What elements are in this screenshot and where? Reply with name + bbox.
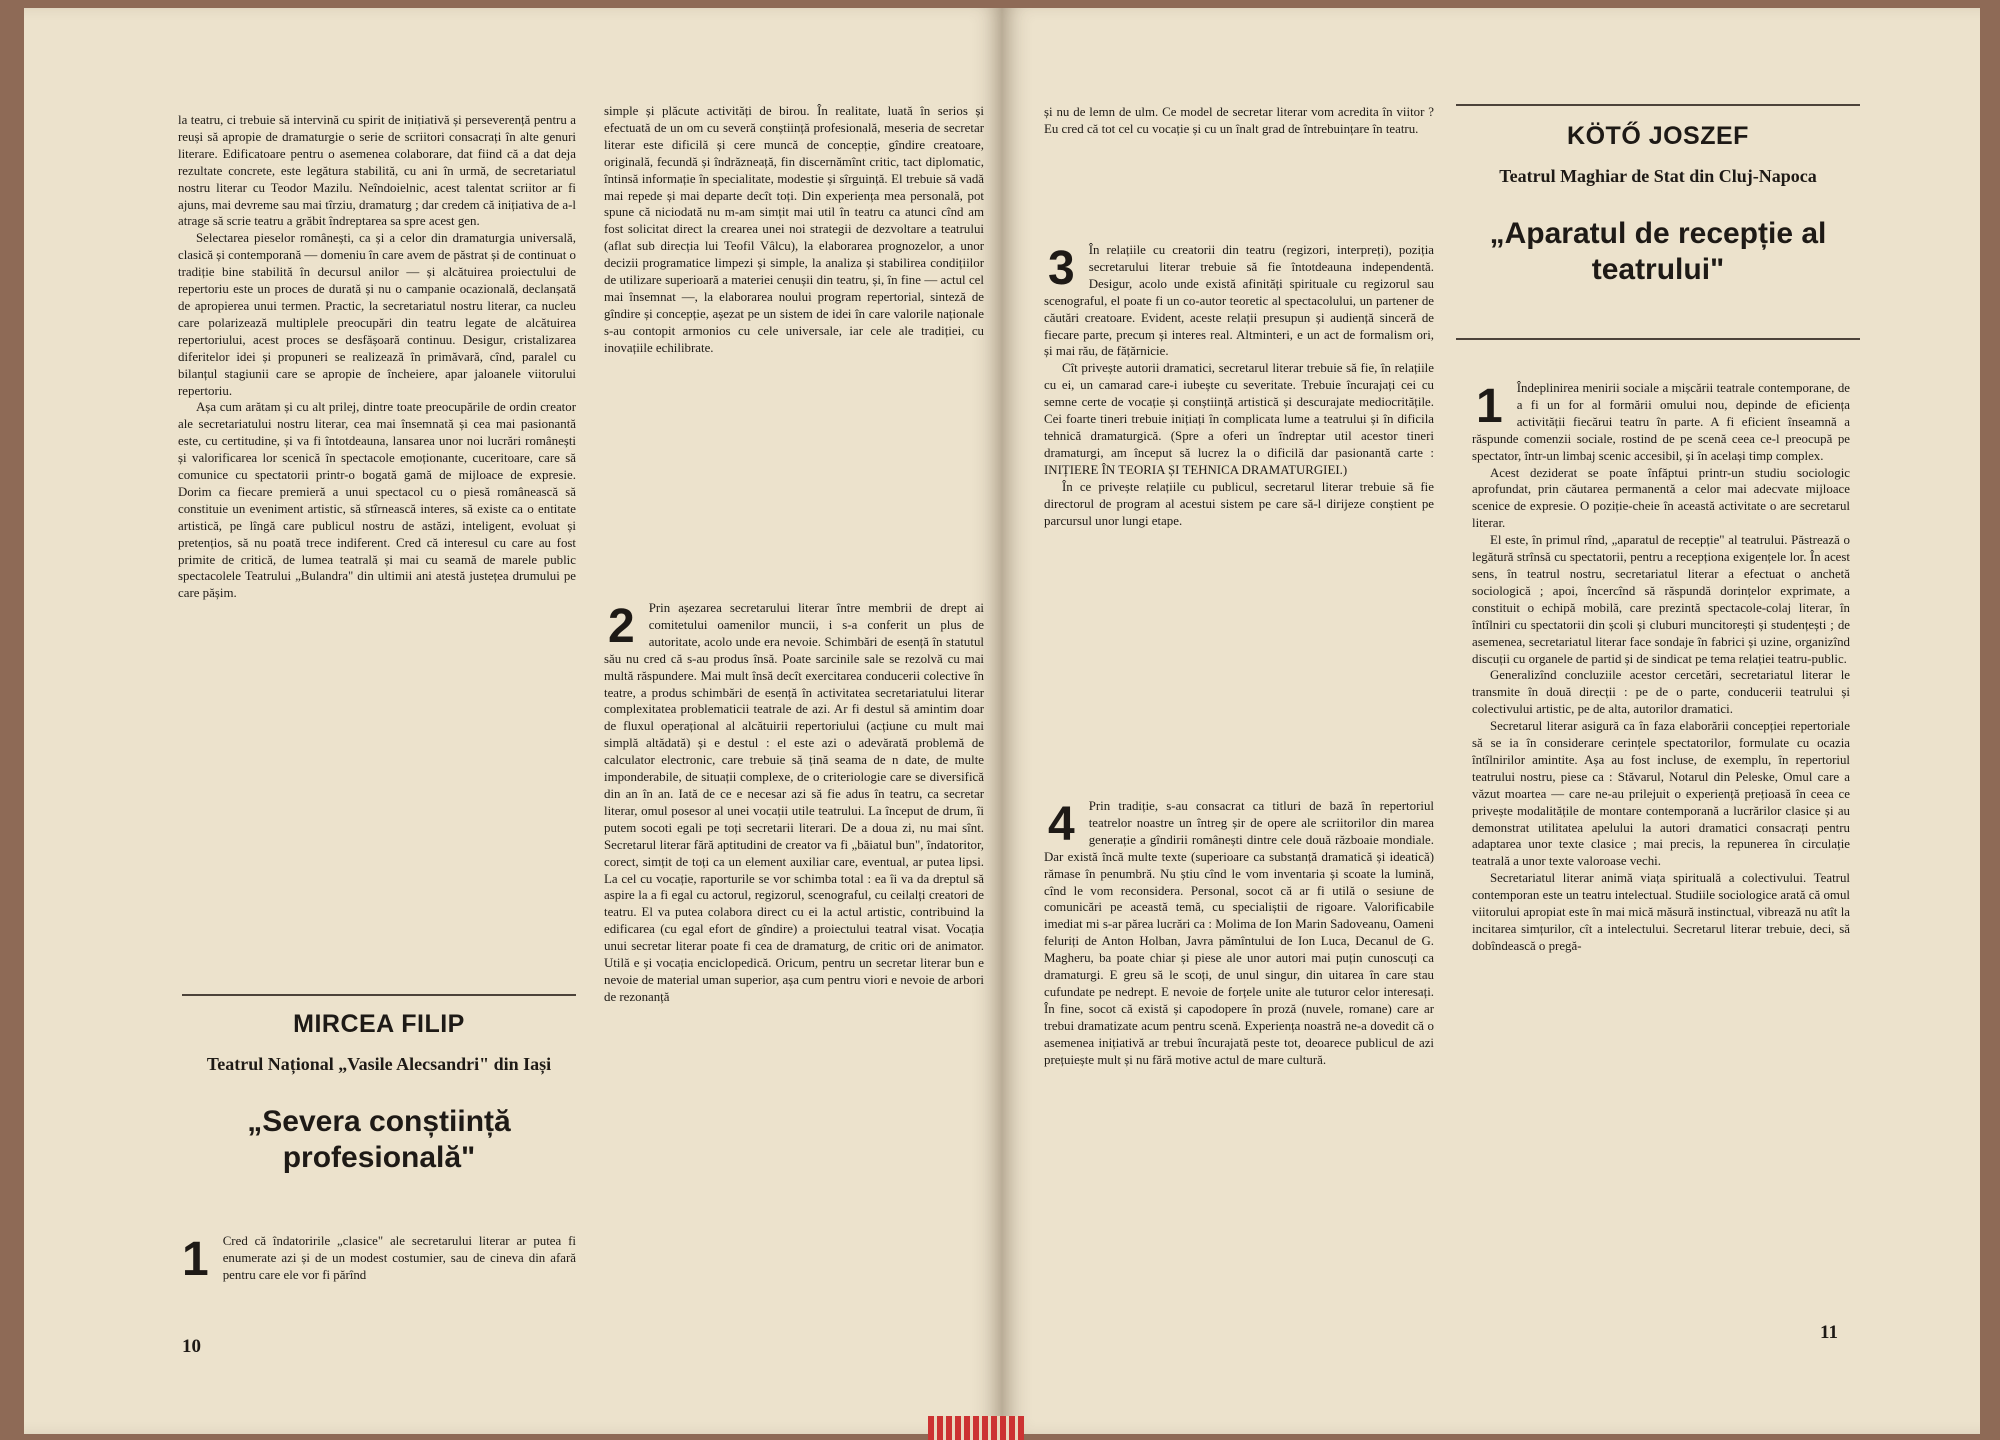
- theatre-name: Teatrul Național „Vasile Alecsandri" din Iași: [206, 1054, 552, 1074]
- paragraph: Așa cum arătam și cu alt prilej, dintre toate preocupările de ordin creator ale secretariatului nostru literar, cea mai însemnată și cea mai pasionantă este, cu certitudine, și va fi întotdeauna, lansarea unor noi lucrări românești și valorificarea lor scenică în spectacole emoționante, cuceritoare, care să comunice cu spectatorii printr-o bogată gamă de mijloace de expresie. Dorim ca fiecare premieră a unui spectacol cu o piesă românească să constituie un eveniment artistic, să stîrnească interes, să existe ca o entitate artistică, pe lîngă care publicul nostru de astăzi, inteligent, evoluat și pretențios, să nu poată trece indiferent. Cred că interesul cu care au fost primite de critică, de lumea teatrală și mai cu seamă de marele public spectacolele Teatrului „Bulandra" din ultimii ani atestă justețea drumului pe care pășim.: [178, 400, 576, 601]
- paragraph: la teatru, ci trebuie să intervină cu spirit de inițiativă și perseverență pentru a reuși să apropie de dramaturgie o serie de scriitori consacrați în alte genuri literare. Edificatoare pentru o asemenea colaborare, dat fiind că a dat deja rezultate concrete, este legătura stabilită, cu ani în urmă, de secretariatul nostru literar cu Teodor Mazilu. Neîndoielnic, acest talentat scriitor ar fi ajuns, mai devreme sau mai tîrziu, dramaturg ; dar credem că inițiativa de a-l atrage să scrie teatru a grăbit îndreptarea sa spre acest gen.: [178, 113, 576, 229]
- author-name: KÖTŐ JOSZEF: [1567, 122, 1749, 150]
- left-page: [24, 8, 1002, 1434]
- paragraph: Cred că îndatoririle „clasice" ale secretarului literar ar putea fi enumerate azi și de un modest costumier, sau de cineva din afară pentru care ele vor fi părînd: [222, 1234, 576, 1282]
- author-name: MIRCEA FILIP: [293, 1010, 465, 1038]
- page-number: 11: [1820, 1322, 1838, 1343]
- left-col-2-sec2: [604, 600, 984, 1305]
- paragraph: și nu de lemn de ulm. Ce model de secretar literar vom acredita în viitor ? Eu cred că tot cel cu vocație și cu un înalt grad de întrebuințare în teatru.: [1044, 105, 1434, 136]
- section-number: 1: [1476, 380, 1503, 433]
- section-number: 4: [1048, 798, 1075, 851]
- paragraph: Acest deziderat se poate înfăptui printr-un studiu sociologic aprofundat, prin căutarea permanentă a celor mai adecvate mijloace scenice de expresie. O poziție-cheie în această activitate o are secretarul literar.: [1472, 465, 1850, 531]
- article-divider: [1456, 338, 1860, 340]
- paragraph: Îndeplinirea menirii sociale a mișcării teatrale contemporane, de a fi un for al formării omului nou, depinde de eficiența activității fiecărui teatru în parte. A fi eficient înseamnă a răspunde comenzii sociale, rostind de pe scenă ceea ce-l preocupă pe spectator, într-un limbaj scenic accesibil, și în același timp complex.: [1472, 381, 1850, 463]
- paragraph: Secretarul literar asigură ca în faza elaborării concepției repertoriale să se ia în considerare cerințele spectatorilor, formulate cu ocazia întîlnirilor amintite. Așa au fost incluse, de exemplu, în repertoriul teatrului nostru, piese ca : Stăvarul, Notarul din Peleske, Omul care a văzut moartea — care ne-au prilejuit o experiență prețioasă în ceea ce privește modalitățile de montare contemporană a lucrărilor clasice și au demonstrat utilitatea apelului la autori dramatici consacrați pentru adaptarea unor texte clasice ; mai precis, la repunerea în circulație teatrală a unor texte valoroase vechi.: [1472, 719, 1850, 869]
- article-divider: [182, 994, 576, 996]
- article-heading-filip: [182, 1010, 576, 1176]
- paragraph: Prin tradiție, s-au consacrat ca titluri de bază în repertoriul teatrelor noastre un întreg șir de opere ale scriitorilor din marea generație a gîndirii românești dintre cele două războaie mondiale. Dar există încă multe texte (superioare ca substanță dramatică și ideatică) rămase în penumbră. Nu știu cînd le vom inventaria și scoate la lumină, cînd le vom reconsidera. Personal, socot că ar fi utilă o sesiune de comunicări pe această temă, cu specialiștii de rigoare. Valorificabile imediat mi s-ar părea lucrări ca : Molima de Ion Marin Sadoveanu, Oameni feluriți de Anton Holban, Javra pămîntului de Ion Luca, Decanul de G. Magheru, ba poate chiar și piese ale unor autori mai puțin cunoscuți ca dramaturgi. E greu să le scoți, de unul singur, din uitarea în care stau cufundate pe nedrept. E nevoie de forțele unite ale tuturor celor interesați. În fine, socot că există și capodopere în proză (nuvele, romane) care ar trebui dramatizate acum pentru scenă. Experiența noastră ne-a dovedit că o asemenea inițiativă ar trebui încurajată peste tot, deoarece publicul de azi prețuiește mult și nu fără motive actul de mare cultură.: [1044, 799, 1434, 1067]
- section-number: 2: [608, 600, 635, 653]
- theatre-name: Teatrul Maghiar de Stat din Cluj-Napoca: [1499, 166, 1817, 186]
- paragraph: În ce privește relațiile cu publicul, secretarul literar trebuie să fie directorul de program al acestui sistem pe care să-l dirijeze conștient pe parcursul unor lungi etape.: [1044, 479, 1434, 528]
- article-divider: [1456, 104, 1860, 106]
- right-page: [1002, 8, 1980, 1434]
- left-col-1-sec1: [178, 1233, 576, 1313]
- right-col-1-sec4: [1044, 798, 1434, 1318]
- section-number: 3: [1048, 242, 1075, 295]
- page-number: 10: [182, 1336, 201, 1357]
- paragraph: simple și plăcute activități de birou. În realitate, luată în serios și efectuată de un om cu severă conștiință profesională, meseria de secretar literar este dificilă și cere muncă de concepție, gîndire creatoare, originală, fecundă și îndrăzneață, fin discernămînt critic, tact diplomatic, întinsă informație în specialitate, modestie și sîrguință. El trebuie să vadă mai repede și mai departe decît toți. Din experiența mea personală, pot spune că niciodată nu m-am simțit mai util în teatru ca atunci cînd am fost solicitat direct la crearea unei noi strategii de dezvoltare a teatrului (aflat sub direcția lui Teofil Vâlcu), la elaborarea prognozelor, a unor decizii programatice limpezi și simple, la analiza și stabilirea condițiilor de utilizare superioară a materiei cenușii din teatru, și, în fine — actul cel mai însemnat —, la elaborarea noului program repertorial, sinteză de gîndire și concepție, așezat pe un sistem de idei în care valorile naționale s-au contopit armonios cu cele universale, iar cele ale tradiției, cu inovațiile echilibrate.: [604, 104, 984, 355]
- right-col-1-top: [1044, 104, 1434, 176]
- binding-strip: [928, 1416, 1024, 1440]
- paragraph: Secretariatul literar animă viața spirituală a colectivului. Teatrul contemporan este un teatru intelectual. Studiile sociologice arată că omul viitorului apropiat este în mai mică măsură instinctual, vibrează nu atît la incitarea simțurilor, cît a intelectului. Secretarul literar trebuie, deci, să dobîndească o pregă-: [1472, 871, 1850, 953]
- left-col-2: [604, 103, 984, 533]
- left-col-1: [178, 112, 576, 982]
- section-number: 1: [182, 1233, 209, 1286]
- article-title: „Severa conștiință profesională": [247, 1105, 511, 1174]
- paragraph: Prin așezarea secretarului literar între membrii de drept ai comitetului oamenilor muncii, i s-a conferit un plus de autoritate, acolo unde era nevoie. Schimbări de esență în statutul său nu cred că s-au produs însă. Poate sarcinile sale se rezolvă cu mai multă răspundere. Mai mult însă decît exercitarea conducerii colective în teatre, a produs schimbări de esență în activitatea secretariatului literar complexitatea problematicii teatrale de azi. Ar fi destul să amintim doar de fluxul operațional al alcătuirii repertoriului (acțiune cu mult mai simplă altădată) și e destul : el este azi o adevărată problemă de calculator electronic, care trebuie să țină seama de n date, de multe imponderabile, de situații complexe, de o criteriologie care se diversifică din an în an. Iată de ce e necesar azi să fie adus în teatru, ca secretar literar, omul posesor al unei vocații utile teatrului. La început de drum, îi putem socoti egali pe toți secretarii literari. De a doua zi, nu mai sînt. Secretarul literar fără aptitudini de creator va fi „băiatul bun", îndatoritor, corect, simțit de toți ca un element auxiliar care, eventual, ar putea lipsi. La cel cu vocație, raporturile se vor schimba total : ea îi va da dreptul să aspire la a fi egal cu actorul, regizorul, scenograful, cu ceilalți creatori de teatru. El va putea colabora direct cu ei la actul artistic, contribuind la edificarea (cu egal efort de gîndire) a proiectului teatral visat. Vocația unui secretar literar poate fi cea de dramaturg, de critic ori de animator. Utilă e și vocația enciclopedică. Oricum, pentru un secretar literar bun e nevoie de material uman superior, așa cum pentru viori e nevoie de arbori de rezonanță: [604, 601, 984, 1004]
- article-heading-koto: [1456, 122, 1860, 288]
- paragraph: El este, în primul rînd, „aparatul de recepție" al teatrului. Păstrează o legătură strînsă cu spectatorii, pentru a recepționa exigențele lor. În acest sens, în teatrul nostru, secretariatul literar a efectuat o anchetă sociologică ; apoi, încercînd să răspundă dorințelor exprimate, a constituit o echipă mobilă, care prezintă spectacole-colaj literar, în întîlniri cu spectatorii din școli și cluburi muncitorești și studențești ; de asemenea, secretariatul literar face sondaje în fabrici și uzine, organizînd discuții cu organele de partid și de sindicat pe tema relației teatru-public.: [1472, 533, 1850, 666]
- paragraph: În relațiile cu creatorii din teatru (regizori, interpreți), poziția secretarului literar trebuie să fie întotdeauna independentă. Desigur, acolo unde există afinități spirituale cu regizorul sau scenograful, el poate fi un co-autor teoretic al spectacolului, un partener de căutări creatoare. Evident, aceste relații presupun și audiență sinceră de fiecare parte, precum și interes real. Altminteri, e un act de formalism ori, și mai rău, de fățărnicie.: [1044, 243, 1434, 359]
- paragraph: Cît privește autorii dramatici, secretarul literar trebuie să fie, în relațiile cu ei, un camarad care-i iubește cu severitate. Trebuie încurajați cei cu semne certe de vocație și conștiință artistică și descurajate mediocritățile. Cei foarte tineri trebuie inițiați în complicata lume a teatrului și în dificila tehnică dramaturgică. (Spre a oferi un îndreptar util acestor tineri dramaturgi, am început să lucrez la o dificilă dar pasionantă carte : INIȚIERE ÎN TEORIA ȘI TEHNICA DRAMATURGIEI.): [1044, 361, 1434, 477]
- paragraph: Selectarea pieselor românești, ca și a celor din dramaturgia universală, clasică și contemporană — domeniu în care avem de păstrat și de continuat o tradiție bine stabilită în decursul anilor — și alcătuirea proiectului de repertoriu este un proces de durată și nu o campanie ocazională, declanșată de apropierea unui termen. Practic, la secretariatul nostru literar, ca nucleu care polarizează multiplele preocupări din teatru legate de alcătuirea repertoriului, acest proces se desfășoară continuu. Desigur, cristalizarea diferitelor idei și propuneri se realizează în primăvară, cînd, paralel cu bilanțul stagiunii care se apropie de încheiere, apar jaloanele viitorului repertoriu.: [178, 231, 576, 398]
- article-title: „Aparatul de recepție al teatrului": [1489, 217, 1827, 286]
- right-col-1-sec3: [1044, 242, 1434, 762]
- right-col-2: [1472, 380, 1850, 1330]
- paragraph: Generalizînd concluziile acestor cercetări, secretariatul literar le transmite în două direcții : pe de o parte, conducerii teatrului și colectivului artistic, pe de alta, autorilor dramatici.: [1472, 668, 1850, 717]
